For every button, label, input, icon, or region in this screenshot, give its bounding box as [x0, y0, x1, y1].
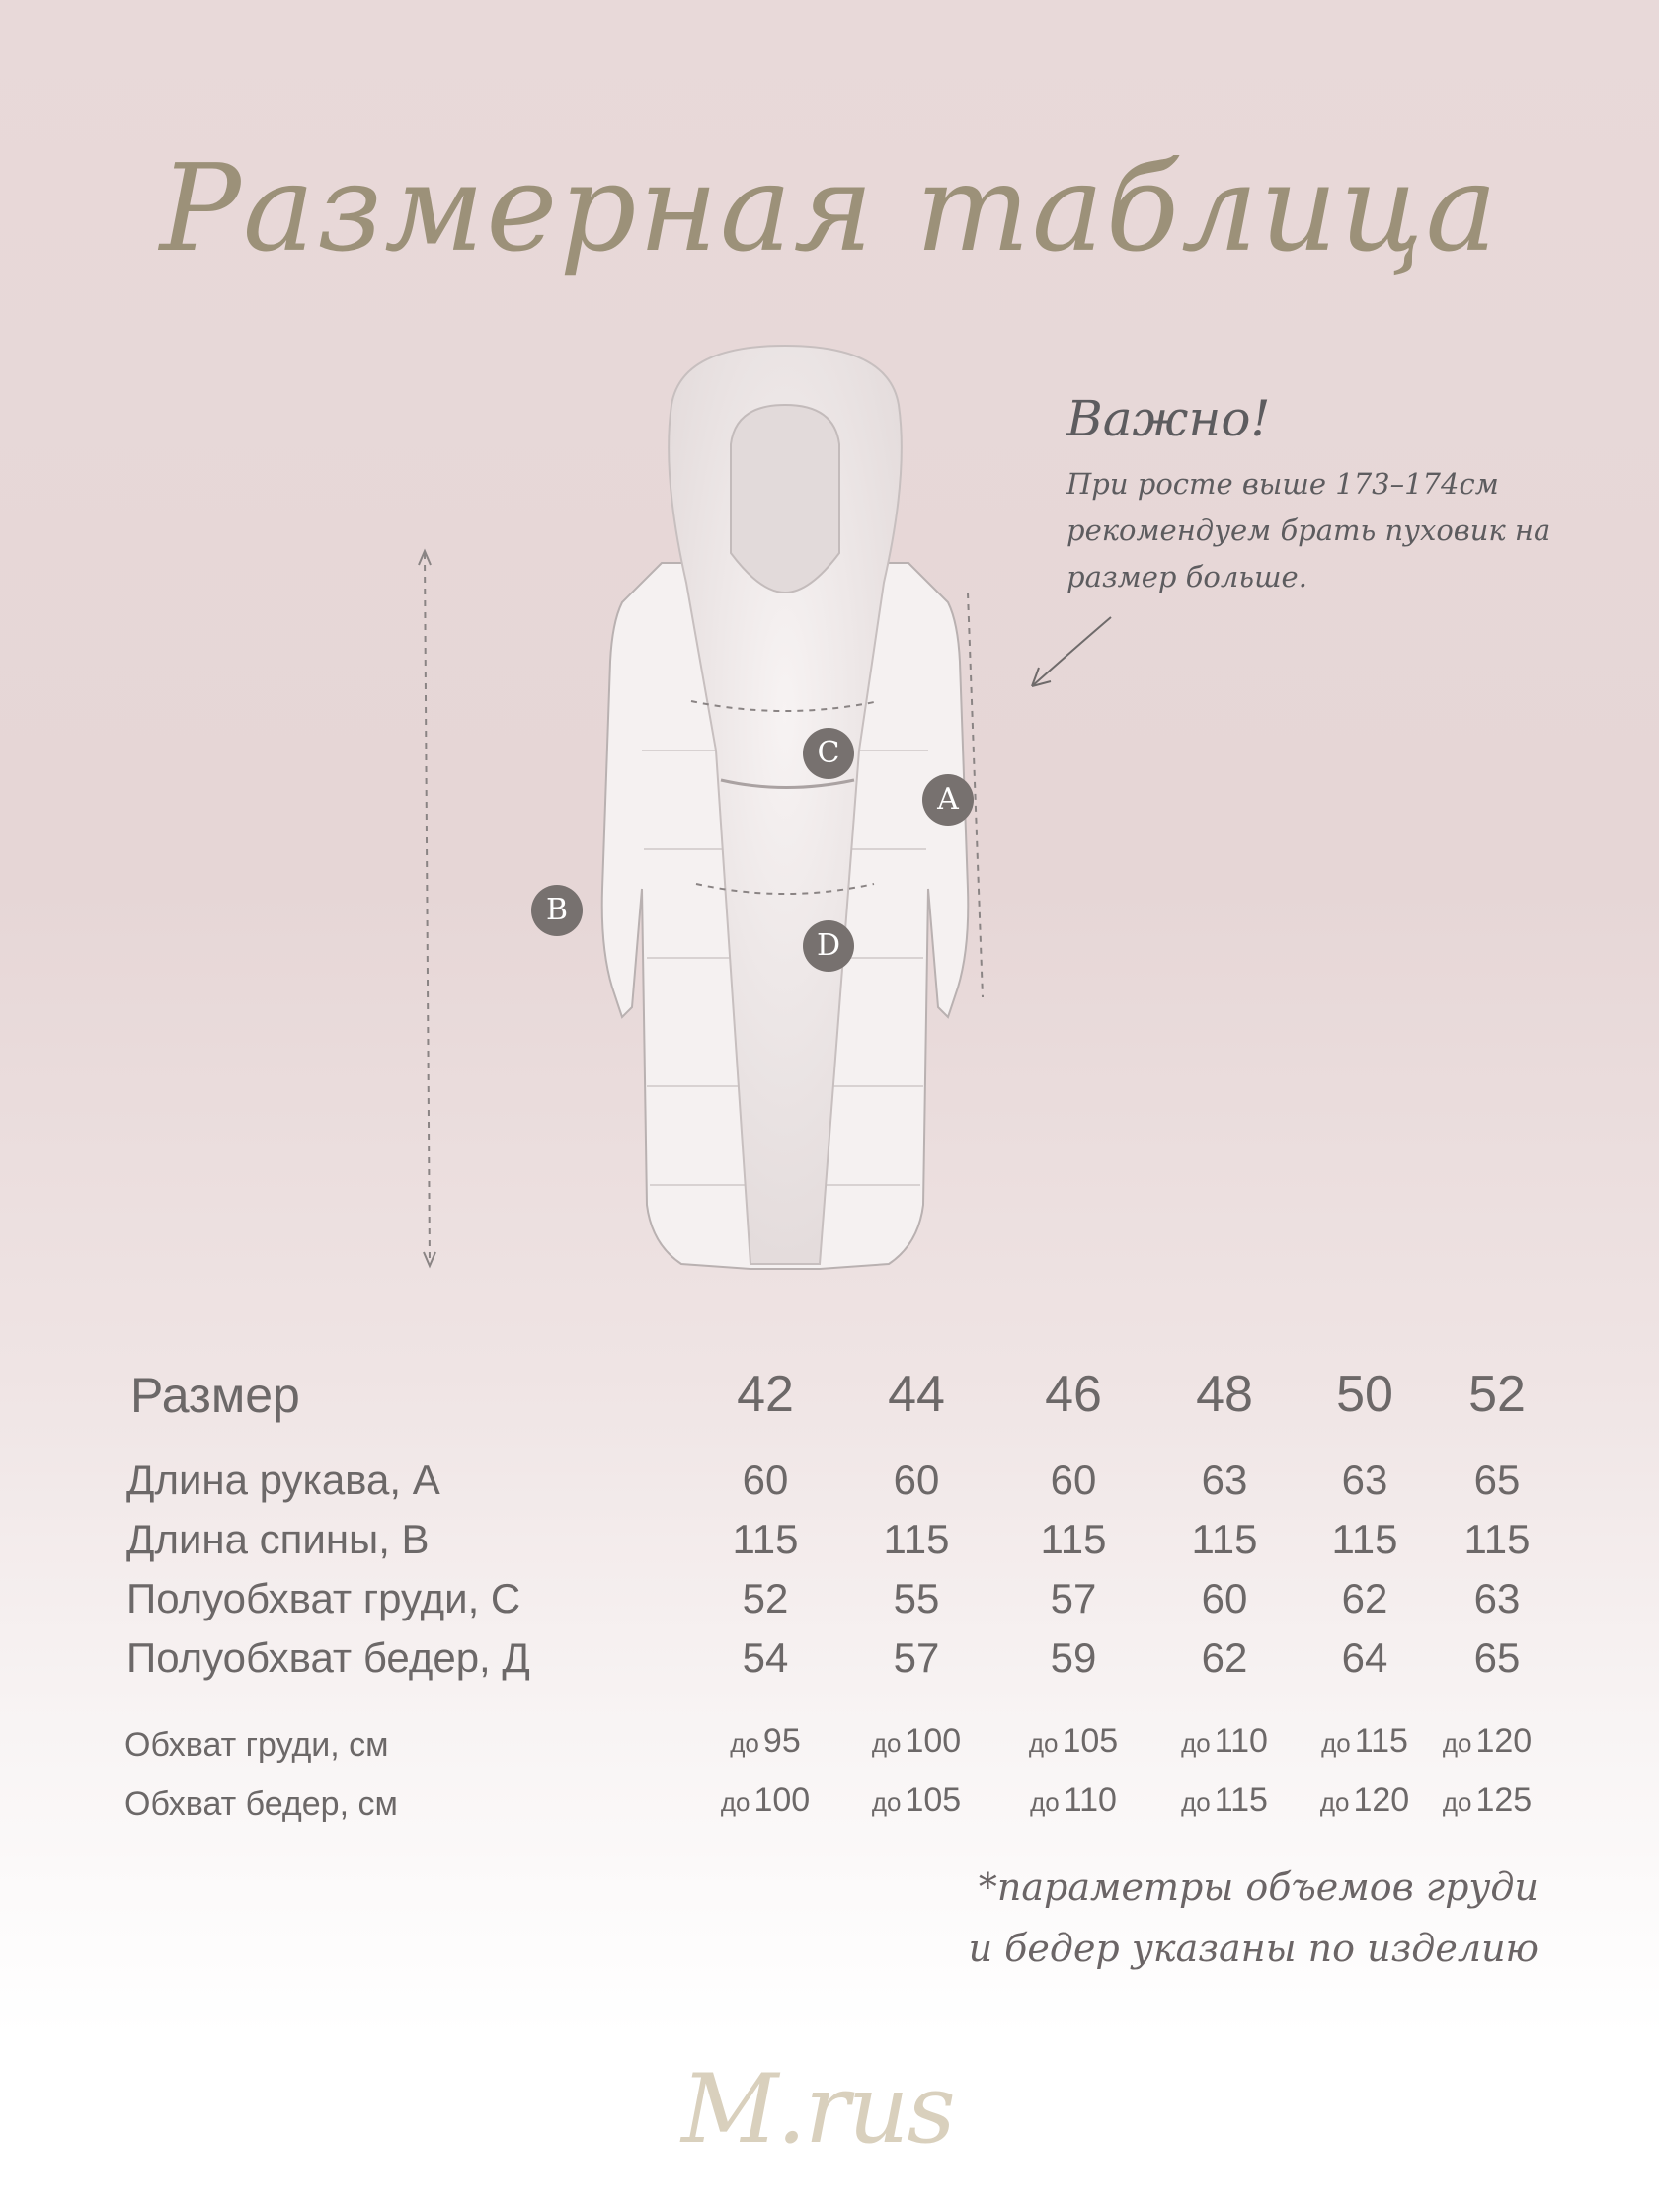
table-cell: 63: [1201, 1457, 1248, 1503]
marker-b: B: [531, 885, 583, 936]
table-cell: 115: [732, 1516, 799, 1562]
volume-cell: до 110: [1181, 1722, 1268, 1760]
size-header-label: Размер: [130, 1368, 300, 1423]
table-cell: 57: [1050, 1575, 1097, 1621]
table-cell: 62: [1201, 1634, 1248, 1681]
table-cell: 63: [1341, 1457, 1388, 1503]
table-cell: 60: [1050, 1457, 1097, 1503]
volume-row-label: Обхват бедер, см: [124, 1785, 398, 1823]
table-cell: 54: [742, 1634, 789, 1681]
volume-cell: до 100: [720, 1781, 811, 1819]
note-text: При росте выше 173–174см рекомендуем брать пуховик на размер больше.: [1066, 467, 1551, 593]
row-label: Длина спины, В: [126, 1516, 430, 1562]
volume-cell: до 100: [871, 1722, 962, 1760]
footnote: [969, 1856, 1539, 1979]
table-cell: 60: [1201, 1575, 1248, 1621]
size-header: 52: [1468, 1366, 1526, 1423]
table-cell: 63: [1473, 1575, 1521, 1621]
table-cell: 59: [1050, 1634, 1097, 1681]
marker-a: A: [922, 774, 974, 826]
table-cell: 115: [883, 1516, 950, 1562]
table-cell: 60: [742, 1457, 789, 1503]
table-cell: 115: [1331, 1516, 1398, 1562]
note-heading: Важно!: [1066, 390, 1271, 447]
footnote-line-2: и бедер указаны по изделию: [968, 1927, 1539, 1970]
table-cell: 52: [742, 1575, 789, 1621]
size-header: 48: [1196, 1366, 1253, 1423]
row-label: Полуобхват бедер, Д: [126, 1634, 530, 1681]
note-arrow: [1017, 602, 1136, 701]
brand-logo: M.rus: [681, 2054, 954, 2165]
volume-cell: до 95: [730, 1722, 801, 1760]
footnote-line-1: *параметры объемов груди: [978, 1865, 1539, 1909]
back-length-line: [415, 543, 454, 1274]
volume-row-label: Обхват груди, см: [124, 1726, 389, 1764]
table-cell: 115: [1040, 1516, 1107, 1562]
table-cell: 64: [1341, 1634, 1388, 1681]
volume-cell: до 115: [1181, 1781, 1268, 1819]
table-cell: 62: [1341, 1575, 1388, 1621]
table-cell: 65: [1473, 1634, 1521, 1681]
marker-c: C: [803, 728, 854, 779]
volume-cell: до 110: [1030, 1781, 1117, 1819]
volume-cell: до 105: [871, 1781, 962, 1819]
table-cell: 115: [1191, 1516, 1258, 1562]
size-header: 46: [1045, 1366, 1102, 1423]
table-cell: 115: [1463, 1516, 1531, 1562]
row-label: Длина рукава, А: [126, 1457, 440, 1503]
size-header: 42: [737, 1366, 794, 1423]
volume-cell: до 120: [1442, 1722, 1533, 1760]
table-cell: 55: [893, 1575, 940, 1621]
page-title: Размерная таблица: [159, 138, 1500, 278]
table-cell: 65: [1473, 1457, 1521, 1503]
volume-cell: до 125: [1442, 1781, 1533, 1819]
volume-cell: до 115: [1321, 1722, 1408, 1760]
size-header: 44: [888, 1366, 945, 1423]
marker-d: D: [803, 920, 854, 972]
volume-cell: до 120: [1319, 1781, 1410, 1819]
important-note: [1066, 390, 1580, 600]
table-cell: 57: [893, 1634, 940, 1681]
size-header: 50: [1336, 1366, 1393, 1423]
volume-cell: до 105: [1028, 1722, 1119, 1760]
table-cell: 60: [893, 1457, 940, 1503]
row-label: Полуобхват груди, С: [126, 1575, 521, 1621]
